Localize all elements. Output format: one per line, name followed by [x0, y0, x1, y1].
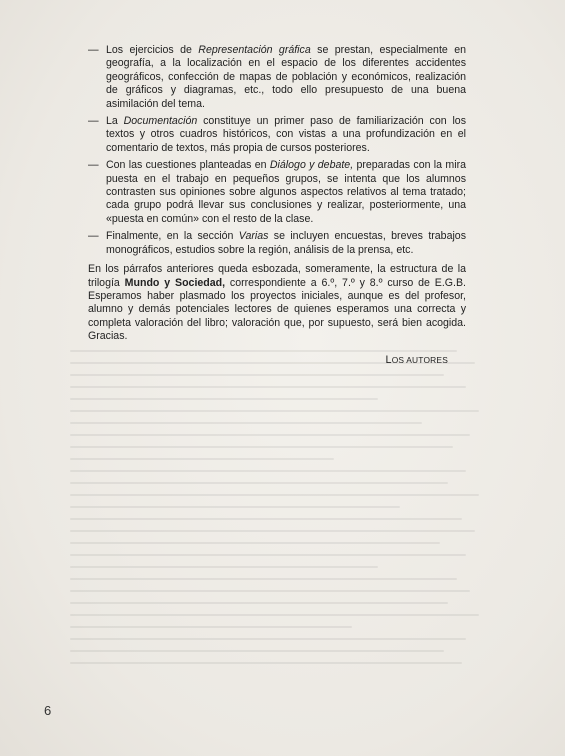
item-text-intro: La: [106, 115, 124, 128]
item-text-body: constituye un primer paso de familiarización con los textos y otros cuadros históricos, con vistas a una profundización en el comentario de textos, más propia de cursos posteriores.: [106, 115, 466, 154]
list-item: [88, 159, 466, 226]
item-text-intro: Finalmente, en la sección: [106, 230, 239, 243]
item-section-name: Diálogo y debate,: [269, 159, 354, 172]
item-section-name: Varias: [238, 230, 269, 243]
item-text-intro: Con las cuestiones planteadas en: [106, 159, 270, 172]
item-section-name: Representación gráfica: [198, 44, 311, 56]
closing-text-body: correspondiente a 6.º, 7.º y 8.º curso de E.G.B. Esperamos haber plasmado los proyectos iniciales, aunque es del profesor, alumno y demás potenciales lectores de quienes esperamos una correcta y completa valoración del libro; valoración que, por supuesto, será bien acogida. Gracias.: [88, 276, 466, 343]
book-series-title: Mundo y Sociedad,: [124, 276, 226, 289]
list-item: [88, 115, 466, 155]
page-text: [88, 44, 466, 368]
list-dash: —: [88, 159, 99, 172]
list-item: [88, 44, 466, 111]
item-text-body: se prestan, especialmente en geografía, a la localización en el espacio de los diferentes accidentes geográficos, confección de mapas de población y económicos, realización de gráficos y diagramas, etc., todo ello presupuesto de una buena asimilación del tema.: [106, 44, 466, 110]
closing-paragraph: [88, 263, 466, 343]
authors-signature: [88, 354, 466, 367]
show-through-background: [70, 350, 510, 690]
list-dash: —: [88, 115, 99, 128]
item-text-intro: Los ejercicios de: [106, 44, 199, 56]
closing-text-intro: En los párrafos anteriores queda esbozada, someramente, la estructura de la trilogía: [88, 263, 466, 289]
list-dash: —: [88, 230, 99, 243]
list-dash: —: [88, 44, 99, 56]
list-item: [88, 230, 466, 257]
item-section-name: Documentación: [123, 115, 198, 128]
signature-initial: L: [385, 354, 392, 367]
signature-rest: OS AUTORES: [391, 355, 448, 366]
item-text-body: preparadas con la mira puesta en el trabajo en pequeños grupos, se intenta que los alumnos contrasten sus opiniones sobre algunos aspectos relativos al tema tratado; cada grupo podrá llevar sus conclusiones y realizar, posteriormente, una «puesta en común» con el resto de la clase.: [106, 159, 466, 225]
item-text-body: se incluyen encuestas, breves trabajos monográficos, estudios sobre la región, análisis de la prensa, etc.: [106, 230, 467, 256]
page-number: 6: [44, 703, 52, 718]
